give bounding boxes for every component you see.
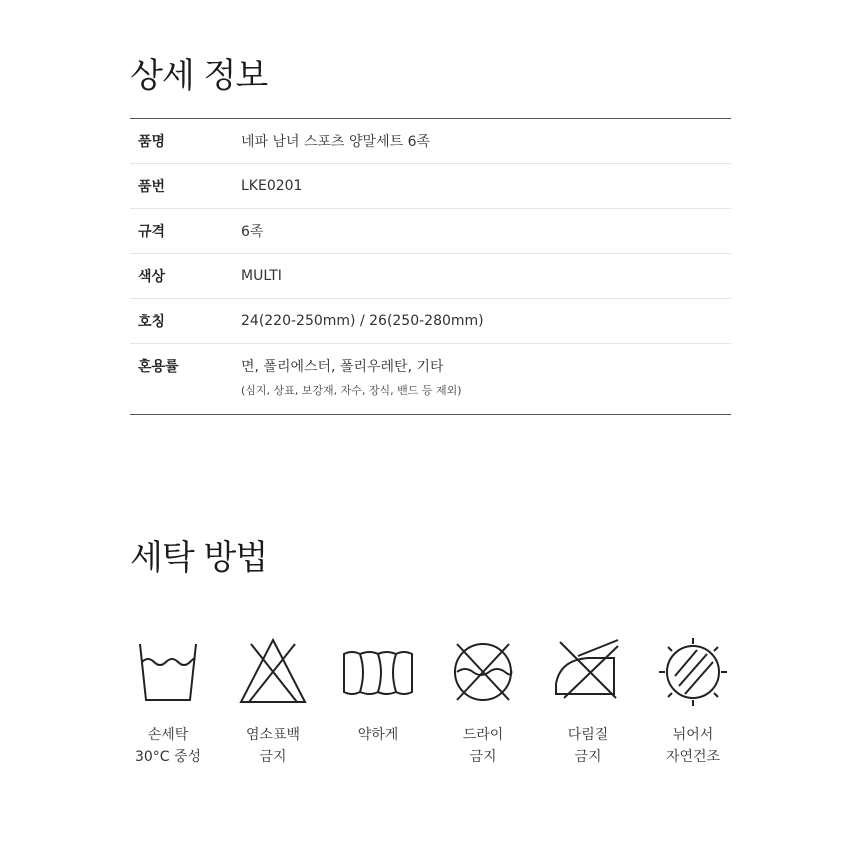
wash-label: 염소표백 금지 [245,727,301,765]
spec-row-name [130,119,731,164]
details-title: 상세 정보 [130,56,268,96]
wash-label: 약하게 [357,727,399,743]
wash-label: 뉘어서 자연건조 [665,727,721,765]
spec-label: 품명 [138,134,166,150]
spec-value: MULTI [241,268,282,284]
wash-item-lay-flat [643,636,743,768]
lay-flat-dry-icon [653,636,733,706]
wash-item-no-bleach [223,636,323,768]
spec-row-color [130,254,731,299]
wring-gently-icon [338,636,418,706]
no-dry-clean-icon [443,636,523,706]
wash-item-no-dryclean [433,636,533,768]
wash-item-no-iron [538,636,638,768]
no-bleach-icon [233,636,313,706]
wash-label: 손세탁 30°C 중성 [134,727,202,765]
wash-label: 다림질 금지 [567,727,609,765]
spec-label: 규격 [138,224,166,240]
spec-row-size [130,209,731,254]
wash-tub-icon [128,636,208,706]
spec-value: 네파 남녀 스포츠 양말세트 6족 [241,134,430,150]
spec-label: 호칭 [138,314,166,330]
no-iron-icon [548,636,628,706]
spec-value: LKE0201 [241,178,303,194]
spec-value: 6족 [241,224,264,240]
washing-icons [118,636,743,768]
spec-value-group [241,356,462,398]
spec-table [130,118,731,415]
spec-row-material [130,344,731,414]
wash-item-hand [118,636,218,768]
spec-label: 색상 [138,269,166,285]
spec-row-fit [130,299,731,344]
spec-label: 품번 [138,179,166,195]
washing-title: 세탁 방법 [130,538,268,578]
spec-value: 24(220-250mm) / 26(250-280mm) [241,313,484,329]
wash-label: 드라이 금지 [462,727,504,765]
spec-value: 면, 폴리에스터, 폴리우레탄, 기타 [241,359,444,375]
spec-label: 혼용률 [138,359,179,375]
wash-item-gentle [328,636,428,768]
spec-row-code [130,164,731,209]
spec-note: (심지, 상표, 보강재, 자수, 장식, 밴드 등 제외) [241,384,462,397]
